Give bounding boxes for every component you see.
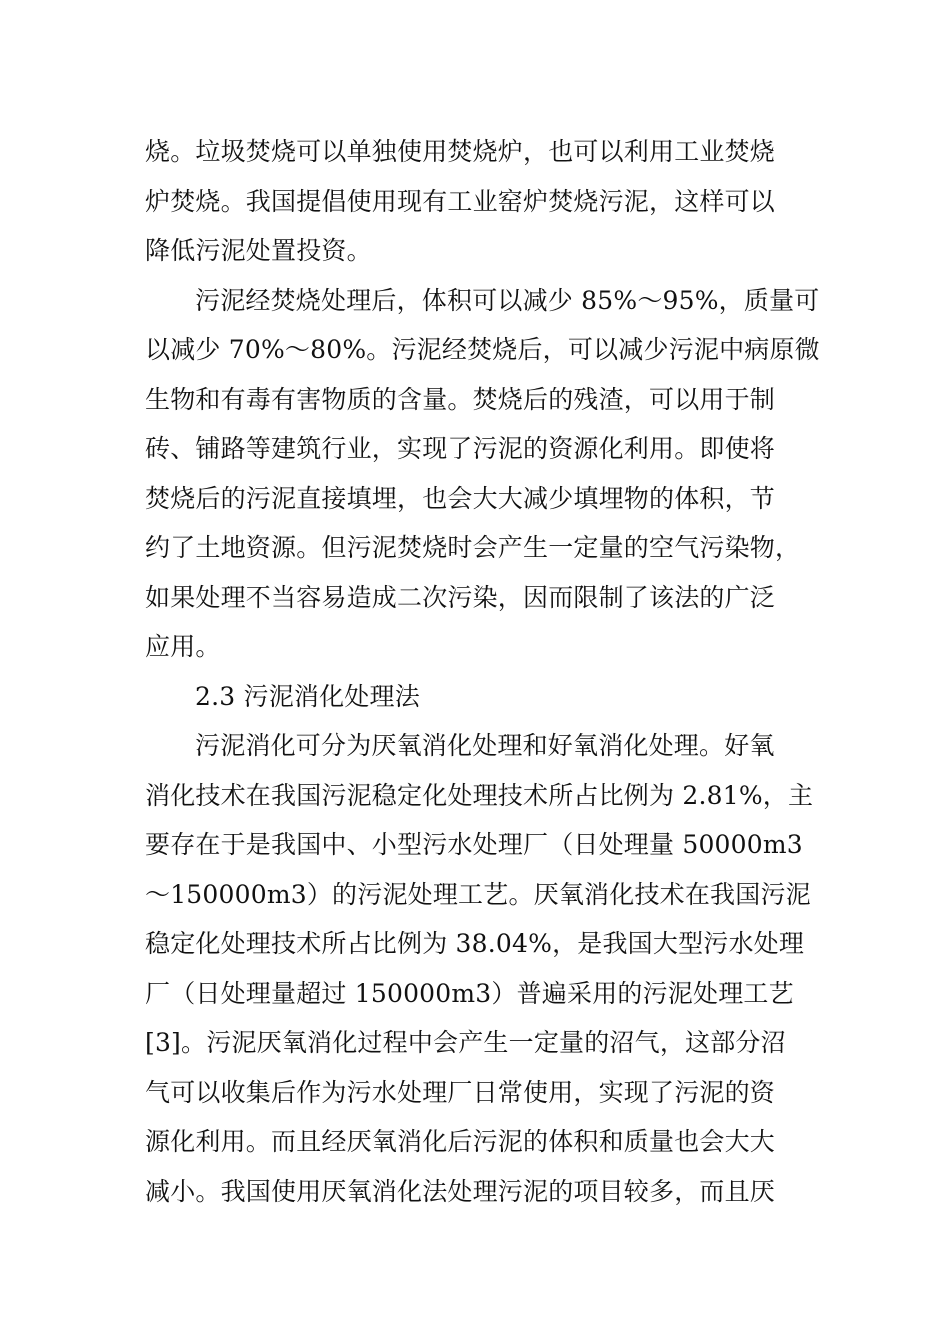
- text-line: 如果处理不当容易造成二次污染，因而限制了该法的广泛: [145, 582, 776, 612]
- text-line: 厂（日处理量超过 150000m3）普遍采用的污泥处理工艺: [145, 978, 794, 1008]
- text-line: 砖、铺路等建筑行业，实现了污泥的资源化利用。即使将: [145, 434, 776, 463]
- section-heading: 2.3 污泥消化处理法: [195, 681, 420, 711]
- text-line: 约了土地资源。但污泥焚烧时会产生一定量的空气污染物，: [145, 533, 801, 562]
- text-line: 焚烧后的污泥直接填埋，也会大大减少填埋物的体积，节: [145, 483, 776, 513]
- paragraph-start-line: 污泥经焚烧处理后，体积可以减少 85%～95%，质量可: [195, 285, 820, 315]
- text-line: 减小。我国使用厌氧消化法处理污泥的项目较多，而且厌: [145, 1176, 776, 1206]
- text-line: ～150000m3）的污泥处理工艺。厌氧消化技术在我国污泥: [145, 879, 811, 909]
- text-line: 炉焚烧。我国提倡使用现有工业窑炉焚烧污泥，这样可以: [145, 186, 776, 216]
- text-line: 稳定化处理技术所占比例为 38.04%，是我国大型污水处理: [145, 929, 805, 958]
- text-line: [3]。污泥厌氧消化过程中会产生一定量的沼气，这部分沼: [145, 1028, 786, 1057]
- body-text: [145, 127, 820, 1216]
- text-line: 要存在于是我国中、小型污水处理厂（日处理量 50000m3: [145, 830, 803, 859]
- text-line: 以减少 70%～80%。污泥经焚烧后，可以减少污泥中病原微: [145, 335, 820, 364]
- text-line: 消化技术在我国污泥稳定化处理技术所占比例为 2.81%，主: [145, 780, 814, 810]
- text-line: 气可以收集后作为污水处理厂日常使用，实现了污泥的资: [145, 1077, 776, 1107]
- text-line: 降低污泥处置投资。: [145, 236, 372, 265]
- text-line: 烧。垃圾焚烧可以单独使用焚烧炉，也可以利用工业焚烧: [145, 137, 776, 166]
- text-line: 应用。: [145, 632, 221, 661]
- paragraph-start-line: 污泥消化可分为厌氧消化处理和好氧消化处理。好氧: [195, 731, 775, 760]
- text-line: 源化利用。而且经厌氧消化后污泥的体积和质量也会大大: [145, 1127, 776, 1156]
- text-line: 生物和有毒有害物质的含量。焚烧后的残渣，可以用于制: [145, 384, 776, 414]
